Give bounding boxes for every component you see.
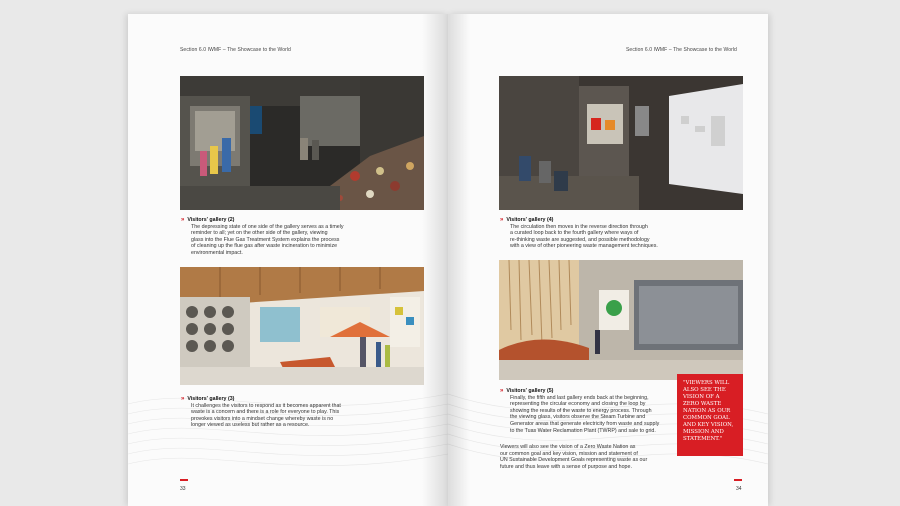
page-number-bar xyxy=(180,479,188,481)
gallery-4-line: a curated loop back to the fourth gallery where ways of xyxy=(510,230,639,237)
gallery-5-line: Generator areas that generate electricity from waste and supply xyxy=(510,420,660,427)
gallery-3-line: It challenges the visitors to respond as it becomes apparent that xyxy=(191,402,341,409)
gallery-5-photo xyxy=(499,260,743,380)
gallery-3-caption xyxy=(181,396,429,429)
magazine-spread xyxy=(128,14,768,506)
page-number-bar xyxy=(734,479,742,481)
page-number: 33 xyxy=(180,486,186,492)
gallery-2-caption xyxy=(181,217,429,257)
spine-shadow xyxy=(448,14,470,506)
left-page xyxy=(128,14,448,506)
double-chevron-right-icon: » xyxy=(181,396,185,402)
gallery-3-photo xyxy=(180,267,424,385)
gallery-2-line: The depressing state of one side of the gallery serves as a timely xyxy=(191,223,344,230)
gallery-4-line: re-thinking waste are suggested, and possible methodology xyxy=(510,236,650,243)
gallery-3-line: waste is a concern and there is a role for everyone to play. This xyxy=(191,409,340,416)
page-header: Section 6.0 IWMF – The Showcase to the World xyxy=(180,47,291,53)
closing-line: future and thus leave with a sense of purpose and hope. xyxy=(500,463,632,470)
gallery-2-photo xyxy=(180,76,424,210)
gallery-4-line: The circulation then moves in the reverse direction through xyxy=(510,223,648,230)
gallery-2-line: of cleaning up the flue gas after waste incineration to minimize xyxy=(191,243,338,250)
gallery-4-photo xyxy=(499,76,743,210)
page-header: Section 6.0 IWMF – The Showcase to the World xyxy=(626,47,737,53)
gallery-4-title: Visitors' gallery (4) xyxy=(506,217,554,223)
spine-shadow xyxy=(422,14,448,506)
page-number: 34 xyxy=(736,486,742,492)
gallery-5-title: Visitors' gallery (5) xyxy=(506,388,554,394)
gallery-4-line: with a view of other pioneering waste management techniques. xyxy=(510,243,658,250)
gallery-2-line: environmental impact. xyxy=(191,249,243,256)
gallery-5-line: Finally, the fifth and last gallery ends back at the beginning, xyxy=(510,394,649,401)
double-chevron-right-icon: » xyxy=(181,217,185,223)
gallery-5-line: to the Tuas Water Reclamation Plant (TWRP) and sale to grid. xyxy=(510,427,656,434)
gallery-2-line: reminder to all; yet on the other side of the gallery, viewing xyxy=(191,230,328,237)
double-chevron-right-icon: » xyxy=(500,217,504,223)
gallery-3-title: Visitors' gallery (3) xyxy=(187,396,235,402)
gallery-3-line: longer viewed as useless but rather as a resource. xyxy=(191,422,310,429)
closing-line: Viewers will also see the vision of a Zero Waste Nation as xyxy=(500,444,636,450)
gallery-3-line: provokes visitors into a mindset change whereby waste is no xyxy=(191,415,334,422)
double-chevron-right-icon: » xyxy=(500,388,504,394)
gallery-5-line: showing the results of the waste to energy process. Through xyxy=(510,407,652,414)
gallery-5-line: the viewing glass, visitors observe the Steam Turbine and xyxy=(510,414,646,421)
gallery-2-line: glass into the Flue Gas Treatment System explains the process xyxy=(191,236,340,243)
gallery-4-caption xyxy=(500,217,750,250)
closing-line: UN Sustainable Development Goals representing waste as our xyxy=(500,457,648,464)
pull-quote: "VIEWERS WILL ALSO SEE THE VISION OF A ZERO WASTE NATION AS OUR COMMON GOAL AND KEY VISION, MISSION AND STATEMENT." xyxy=(677,374,743,456)
closing-line: our common goal and key vision, mission and statement of xyxy=(500,450,638,457)
gallery-2-title: Visitors' gallery (2) xyxy=(187,217,235,223)
gallery-5-line: representing the circular economy and closing the loop by xyxy=(510,401,646,408)
